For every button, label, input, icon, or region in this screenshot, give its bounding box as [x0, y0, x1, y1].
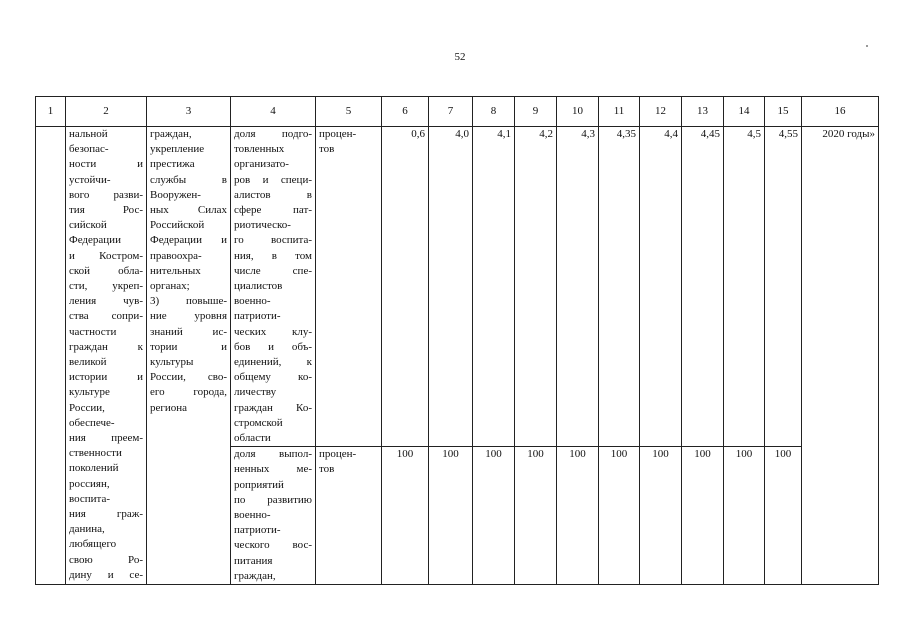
- cell-line: граждан к: [69, 340, 143, 353]
- cell-line: его города,: [150, 386, 227, 399]
- column-header: 6: [382, 97, 429, 127]
- cell-line: сийской: [69, 219, 107, 232]
- cell-line: культуры: [150, 356, 194, 369]
- period-cell: 2020 годы»: [802, 127, 879, 585]
- cell-line: ния, в том: [234, 249, 312, 262]
- cell-line: истории и: [69, 371, 143, 384]
- cell-line: органах;: [150, 280, 190, 293]
- cell-line: граждан,: [150, 128, 192, 140]
- cell-line: любящего: [69, 538, 117, 551]
- cell-line: нительных: [150, 264, 201, 277]
- value-cell: 100: [515, 447, 557, 585]
- column-header: 16: [802, 97, 879, 127]
- cell-line: 3) повыше-: [150, 295, 227, 308]
- document-table: [35, 96, 879, 585]
- cell-line: знаний ис-: [150, 325, 227, 338]
- cell-line: доля подго-: [234, 128, 312, 140]
- cell-line: ческого вос-: [234, 539, 312, 552]
- goal-text: [69, 127, 143, 583]
- cell-line: ческих клу-: [234, 325, 312, 338]
- column-header: 14: [724, 97, 765, 127]
- cell-line: бов и объ-: [234, 340, 312, 353]
- cell-line: алистов в: [234, 188, 312, 201]
- cell-line: ления чув-: [69, 295, 143, 308]
- cell-line: личеству: [234, 386, 277, 399]
- value-cell: 4,2: [515, 127, 557, 447]
- cell-line: ния граж-: [69, 508, 143, 521]
- value-cell: 4,35: [599, 127, 640, 447]
- tasks-cell: [147, 127, 231, 585]
- cell-line: великой: [69, 356, 107, 369]
- value-cell: 100: [599, 447, 640, 585]
- cell-line: ненных ме-: [234, 463, 312, 476]
- cell-line: единений, к: [234, 356, 312, 369]
- cell-line: и Костром-: [69, 249, 143, 262]
- cell-line: России, сво-: [150, 371, 227, 384]
- cell-line: частности: [69, 325, 117, 338]
- cell-line: области: [234, 432, 271, 445]
- cell-line: воспита-: [69, 492, 111, 505]
- cell-line: ных Силах: [150, 204, 227, 217]
- cell-line: патриоти-: [234, 524, 281, 537]
- unit-cell: [316, 447, 382, 585]
- cell-line: ской обла-: [69, 264, 143, 277]
- col1-cell: [36, 127, 66, 585]
- cell-line: роприятий: [234, 478, 284, 491]
- cell-line: службы в: [150, 173, 227, 186]
- cell-line: го воспита-: [234, 234, 312, 247]
- cell-line: тов: [319, 143, 335, 156]
- unit-text: [319, 447, 378, 477]
- cell-line: данина,: [69, 523, 105, 536]
- value-cell: 0,6: [382, 127, 429, 447]
- table-row: [36, 127, 879, 447]
- cell-line: ства сопри-: [69, 310, 143, 323]
- cell-line: Федерации: [69, 234, 121, 247]
- cell-line: риотическо-: [234, 219, 291, 232]
- scan-dot: [866, 45, 868, 47]
- cell-line: России,: [69, 401, 105, 414]
- indicator-cell: [231, 447, 316, 585]
- cell-line: культуре: [69, 386, 110, 399]
- cell-line: числе спе-: [234, 264, 312, 277]
- cell-line: стромской: [234, 416, 283, 429]
- value-cell: 100: [429, 447, 473, 585]
- cell-line: граждан Ко-: [234, 401, 312, 414]
- cell-line: обеспече-: [69, 416, 115, 429]
- unit-text: [319, 127, 378, 157]
- cell-line: циалистов: [234, 280, 283, 293]
- value-cell: 4,1: [473, 127, 515, 447]
- value-cell: 100: [724, 447, 765, 585]
- value-cell: 100: [473, 447, 515, 585]
- cell-line: по развитию: [234, 493, 312, 506]
- cell-line: питания: [234, 554, 273, 567]
- column-header: 10: [557, 97, 599, 127]
- column-header: 7: [429, 97, 473, 127]
- cell-line: ния преем-: [69, 432, 143, 445]
- column-header: 2: [66, 97, 147, 127]
- cell-line: ственности: [69, 447, 122, 460]
- value-cell: 4,0: [429, 127, 473, 447]
- cell-line: ние уровня: [150, 310, 227, 323]
- cell-line: дину и се-: [69, 568, 143, 581]
- value-cell: 100: [382, 447, 429, 585]
- cell-line: процен-: [319, 128, 357, 140]
- value-cell: 4,5: [724, 127, 765, 447]
- cell-line: престижа: [150, 158, 195, 171]
- cell-line: Российской: [150, 219, 205, 232]
- cell-line: региона: [150, 401, 188, 414]
- cell-line: патриоти-: [234, 310, 281, 323]
- cell-line: тия Рос-: [69, 204, 143, 217]
- cell-line: свою Ро-: [69, 553, 143, 566]
- column-header: 5: [316, 97, 382, 127]
- column-header: 1: [36, 97, 66, 127]
- column-header: 3: [147, 97, 231, 127]
- value-cell: 100: [765, 447, 802, 585]
- cell-line: укрепление: [150, 143, 205, 156]
- cell-line: Федерации и: [150, 234, 227, 247]
- cell-line: устойчи-: [69, 173, 111, 186]
- value-cell: 100: [557, 447, 599, 585]
- value-cell: 4,3: [557, 127, 599, 447]
- cell-line: процен-: [319, 448, 357, 461]
- page-number: 52: [454, 51, 466, 63]
- tasks-text: [150, 127, 227, 416]
- cell-line: вого разви-: [69, 188, 143, 201]
- cell-line: товленных: [234, 143, 285, 156]
- cell-line: правоохра-: [150, 249, 202, 262]
- column-header: 9: [515, 97, 557, 127]
- value-cell: 100: [640, 447, 682, 585]
- value-cell: 100: [682, 447, 724, 585]
- cell-line: ности и: [69, 158, 143, 171]
- cell-line: россиян,: [69, 477, 110, 490]
- cell-line: Вооружен-: [150, 188, 201, 201]
- indicator-text: [234, 447, 312, 584]
- value-cell: 4,4: [640, 127, 682, 447]
- value-cell: 4,55: [765, 127, 802, 447]
- cell-line: граждан,: [234, 569, 276, 582]
- header-row: [36, 97, 879, 127]
- column-header: 11: [599, 97, 640, 127]
- column-header: 13: [682, 97, 724, 127]
- column-header: 15: [765, 97, 802, 127]
- cell-line: тории и: [150, 340, 227, 353]
- goal-cell: [66, 127, 147, 585]
- cell-line: доля выпол-: [234, 448, 312, 461]
- indicator-cell: [231, 127, 316, 447]
- unit-cell: [316, 127, 382, 447]
- cell-line: военно-: [234, 509, 271, 522]
- cell-line: нальной: [69, 128, 108, 140]
- cell-line: тов: [319, 463, 335, 476]
- cell-line: общему ко-: [234, 371, 312, 384]
- column-header: 12: [640, 97, 682, 127]
- cell-line: сти, укреп-: [69, 280, 143, 293]
- column-header: 8: [473, 97, 515, 127]
- column-header: 4: [231, 97, 316, 127]
- cell-line: военно-: [234, 295, 271, 308]
- value-cell: 4,45: [682, 127, 724, 447]
- cell-line: сфере пат-: [234, 204, 312, 217]
- cell-line: организато-: [234, 158, 289, 171]
- cell-line: поколений: [69, 462, 119, 475]
- indicator-text: [234, 127, 312, 446]
- cell-line: безопас-: [69, 143, 109, 156]
- cell-line: ров и специ-: [234, 173, 312, 186]
